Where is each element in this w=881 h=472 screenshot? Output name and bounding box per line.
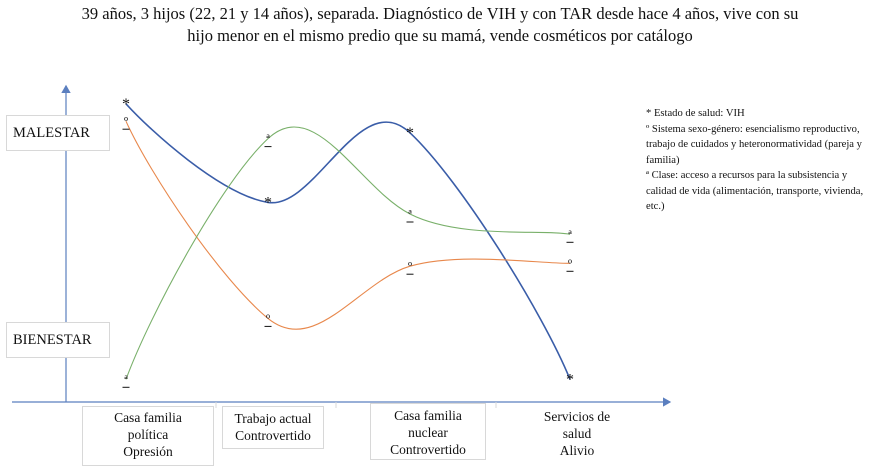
legend-item-sexo-genero: º Sistema sexo-género: esencialismo reproductivo, trabajo de cuidados y heteronormatividad (pareja y familia): [646, 123, 862, 166]
point-marker-salud-2: *: [264, 194, 272, 212]
x-category-4-line-1: Servicios de: [543, 409, 611, 424]
x-category-2-line-2: Controvertido: [235, 428, 311, 443]
legend: [646, 106, 878, 215]
y-label-bienestar-text: BIENESTAR: [13, 332, 92, 348]
point-marker-sexo-genero-1: º: [123, 114, 129, 130]
point-marker-clase-1: ª: [124, 372, 128, 388]
title-vih: VIH: [486, 4, 517, 23]
legend-item-salud: * Estado de salud: VIH: [646, 108, 745, 119]
point-marker-salud-3: *: [406, 124, 414, 142]
point-marker-clase-3: ª: [408, 207, 412, 222]
x-category-3-line-2: nuclear: [408, 425, 448, 440]
point-marker-clase-4: ª: [568, 227, 572, 243]
title-part-2: y con: [516, 4, 561, 23]
series-line-clase: [126, 124, 573, 379]
series-line-sexo-genero: [126, 121, 573, 329]
x-category-3-line-1: Casa familia: [394, 408, 462, 423]
series-line-salud: [123, 104, 573, 380]
point-marker-salud-1: *: [122, 95, 130, 113]
title-part-3: desde hace 4 años, vive con su hijo menor en el mismo predio que su mamá, vende cosméticos por catálogo: [187, 4, 799, 45]
point-marker-sexo-genero-2: º: [265, 311, 271, 327]
x-category-1: [82, 406, 214, 466]
x-category-4-line-3: Alivio: [559, 443, 595, 458]
point-marker-sexo-genero-3: º: [407, 259, 413, 275]
x-category-1-line-2: política: [127, 427, 169, 442]
x-category-2-line-1: Trabajo actual: [234, 411, 312, 426]
y-label-malestar-text: MALESTAR: [13, 125, 90, 141]
point-marker-salud-4: *: [566, 371, 574, 389]
x-category-2: [222, 406, 324, 449]
title-tar: TAR: [560, 4, 593, 23]
point-marker-sexo-genero-4: º: [567, 256, 573, 272]
x-category-4: [522, 405, 632, 460]
x-category-1-line-1: Casa familia: [114, 410, 182, 425]
y-label-bienestar: [6, 322, 110, 358]
legend-item-clase: ª Clase: acceso a recursos para la subsistencia y calidad de vida (alimentación, transporte, vivienda, etc.): [646, 170, 864, 212]
x-category-3: [370, 403, 486, 460]
y-label-malestar: [6, 115, 110, 151]
x-category-3-line-3: Controvertido: [390, 442, 466, 457]
x-category-1-line-3: Opresión: [123, 444, 173, 459]
point-marker-clase-2: ª: [266, 131, 270, 147]
x-category-4-line-2: salud: [562, 426, 592, 441]
title-part-1: 39 años, 3 hijos (22, 21 y 14 años), separada. Diagnóstico de: [81, 4, 487, 23]
